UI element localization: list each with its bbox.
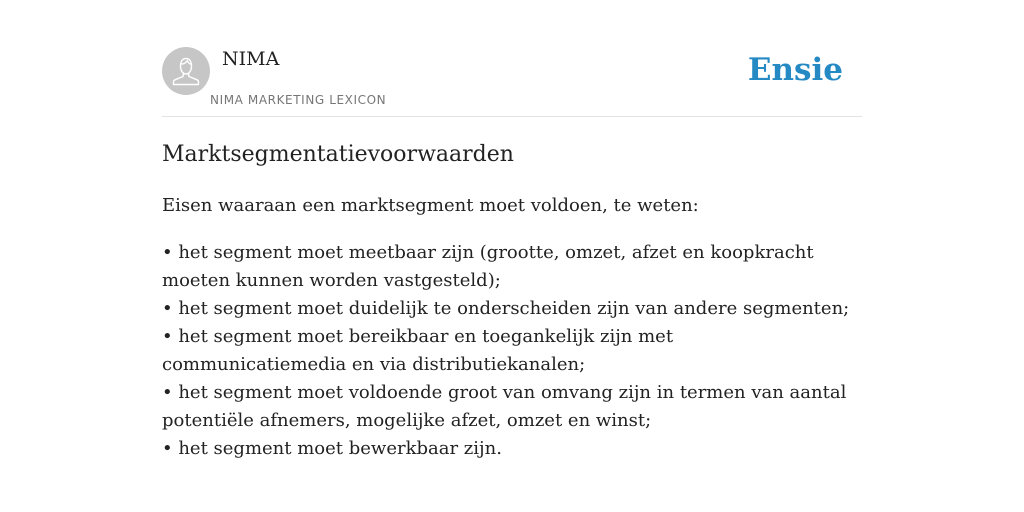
article-title: Marktsegmentatievoorwaarden (162, 142, 514, 167)
article-header (162, 46, 862, 117)
list-item: • het segment moet duidelijk te onderscheiden zijn van andere segmenten; (162, 298, 850, 319)
article-intro: Eisen waaraan een marktsegment moet voldoen, te weten: (162, 195, 699, 216)
list-item: • het segment moet voldoende groot van omvang zijn in termen van aantal potentiële afnemers, mogelijke afzet, omzet en winst; (162, 382, 847, 431)
author-avatar[interactable] (162, 47, 210, 95)
list-item: • het segment moet bewerkbaar zijn. (162, 438, 502, 459)
requirements-list (162, 239, 862, 463)
author-name[interactable]: NIMA (222, 48, 280, 70)
lexicon-label[interactable]: NIMA MARKETING LEXICON (210, 93, 387, 107)
user-icon (162, 47, 210, 95)
list-item: • het segment moet meetbaar zijn (grootte, omzet, afzet en koopkracht moeten kunnen worden vastgesteld); (162, 242, 814, 291)
article-body (162, 140, 862, 463)
ensie-logo[interactable]: Ensie (747, 52, 843, 88)
list-item: • het segment moet bereikbaar en toegankelijk zijn met communicatiemedia en via distributiekanalen; (162, 326, 674, 375)
